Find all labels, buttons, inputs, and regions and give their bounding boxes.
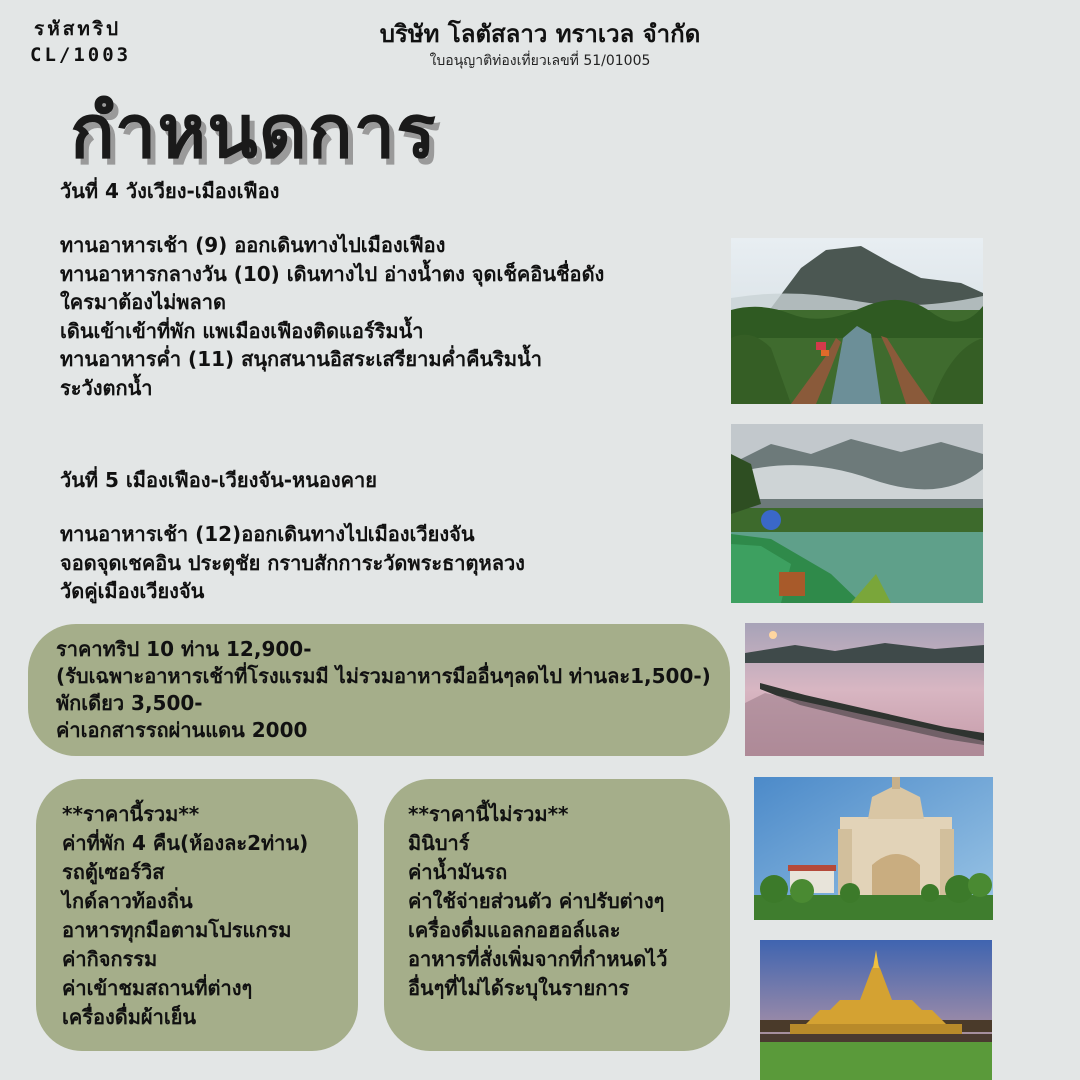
- patuxai-monument-photo: [754, 777, 993, 920]
- excluded-item: มินิบาร์: [408, 831, 470, 855]
- day4-heading: วันที่ 4 วังเวียง-เมืองเฟือง: [60, 179, 280, 203]
- price-line: ค่าเอกสารรถผ่านแดน 2000: [56, 718, 308, 742]
- excluded-item: เครื่องดื่มแอลกอฮอล์และ: [408, 918, 621, 942]
- excluded-list: [408, 800, 667, 1003]
- price-line: ราคาทริป 10 ท่าน 12,900-: [56, 637, 312, 661]
- company-name-text: บริษัท โลตัสลาว ทราเวล จำกัด: [379, 20, 701, 48]
- day4-line: ระวังตกน้ำ: [60, 375, 153, 400]
- day5-line: วัดคู่เมืองเวียงจัน: [60, 579, 205, 603]
- price-line: (รับเฉพาะอาหารเช้าที่โรงแรมมี ไม่รวมอาหารมืออื่นๆลดไป ท่านละ1,500-): [56, 664, 711, 688]
- river-mountain-photo: [731, 238, 983, 404]
- license-number: ใบอนุญาติท่องเที่ยวเลขที่ 51/01005: [429, 53, 651, 69]
- day4-line: ทานอาหารเช้า (9) ออกเดินทางไปเมืองเฟือง: [60, 233, 446, 257]
- excluded-item: อื่นๆที่ไม่ได้ระบุในรายการ: [408, 976, 630, 1000]
- page-title: กำหนดการ: [70, 89, 437, 175]
- day5-line: จอดจุดเชคอิน ประตุชัย กราบสักการะวัดพระธาตุหลวง: [60, 550, 525, 575]
- day5-lines: [60, 520, 525, 606]
- excluded-item: ค่าใช้จ่ายส่วนตัว ค่าปรับต่างๆ: [408, 889, 665, 913]
- included-item: รถตู้เซอร์วิส: [62, 860, 165, 884]
- day4-line: ทานอาหารกลางวัน (10) เดินทางไป อ่างน้ำตง จุดเช็คอินชื่อดัง: [60, 261, 605, 286]
- included-item: ค่ากิจกรรม: [62, 947, 158, 971]
- included-list: [62, 800, 308, 1032]
- day5-heading: วันที่ 5 เมืองเฟือง-เวียงจัน-หนองคาย: [60, 468, 378, 492]
- included-title: **ราคานี้รวม**: [62, 802, 200, 826]
- included-item: เครื่องดื่มผ้าเย็น: [62, 1005, 197, 1029]
- day4-line: ใครมาต้องไม่พลาด: [60, 290, 226, 314]
- day5-line: ทานอาหารเช้า (12)ออกเดินทางไปเมืองเวียงจัน: [60, 522, 475, 546]
- included-item: ค่าที่พัก 4 คืน(ห้องละ2ท่าน): [62, 831, 309, 855]
- day4-line: ทานอาหารค่ำ (11) สนุกสนานอิสระเสรียามค่ำคืนริมน้ำ: [60, 347, 543, 371]
- excluded-item: อาหารที่สั่งเพิ่มจากที่กำหนดไว้: [408, 947, 668, 971]
- company-name: [0, 14, 1080, 53]
- day4-lines: [60, 231, 604, 402]
- trip-code-label: รหัสทริป: [34, 18, 122, 40]
- price-line: พักเดียว 3,500-: [56, 691, 203, 715]
- sunset-rafts-photo: [745, 623, 984, 756]
- day4-line: เดินเข้าเข้าที่พัก แพเมืองเฟืองติดแอร์ริมน้ำ: [60, 318, 424, 343]
- price-lines: [56, 636, 711, 744]
- excluded-title: **ราคานี้ไม่รวม**: [408, 802, 569, 826]
- trip-code: CL/1003: [30, 44, 132, 66]
- included-item: ค่าเข้าชมสถานที่ต่างๆ: [62, 976, 253, 1000]
- excluded-item: ค่าน้ำมันรถ: [408, 860, 508, 884]
- included-item: อาหารทุกมือตามโปรแกรม: [62, 918, 292, 942]
- included-item: ไกด์ลาวท้องถิ่น: [62, 889, 193, 913]
- river-boardwalk-photo: [731, 424, 983, 603]
- that-luang-stupa-photo: [760, 940, 992, 1080]
